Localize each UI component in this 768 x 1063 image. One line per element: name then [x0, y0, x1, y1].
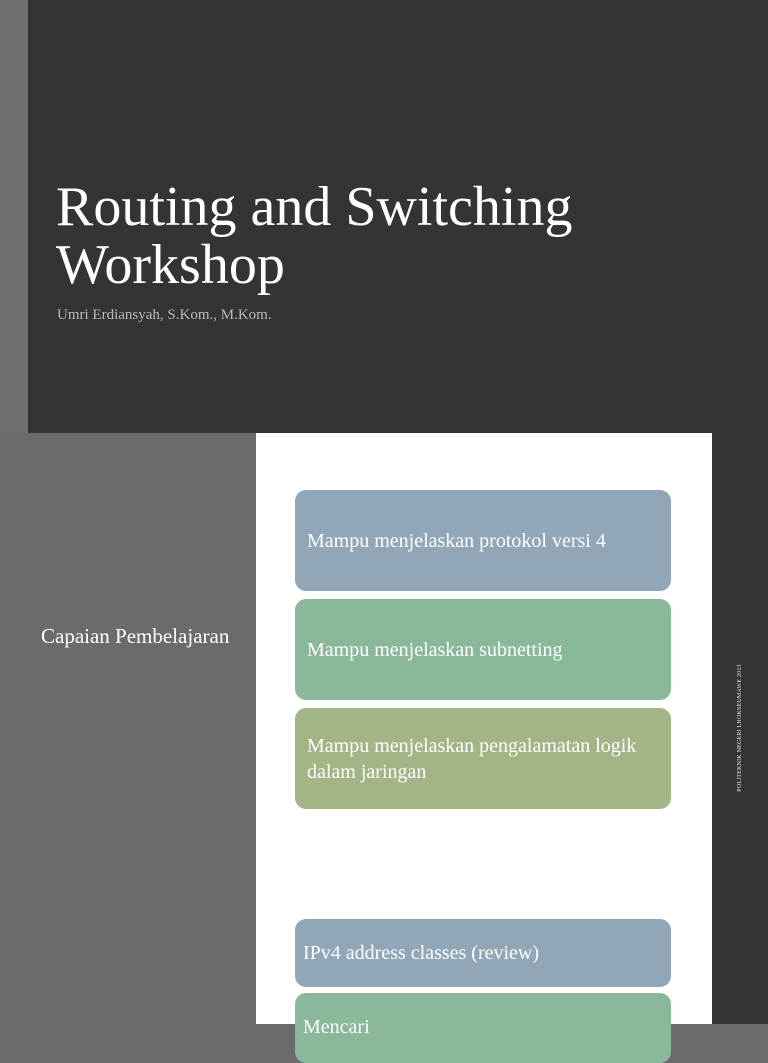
list-item: [295, 993, 671, 1063]
footer-text: POLITEKNIK NEGERI LHOKSEUMAWE 2013: [737, 664, 743, 792]
slide-left-strip: [0, 0, 28, 433]
list-item: [295, 490, 671, 591]
presentation-title: Routing and Switching Workshop: [56, 176, 573, 296]
list-item-label: Mampu menjelaskan pengalamatan logik dalam jaringan: [307, 734, 637, 783]
slide-sidebar-panel: [0, 433, 256, 1024]
list-item: [295, 599, 671, 700]
list-item-label: Mampu menjelaskan protokol versi 4: [307, 529, 606, 552]
list-item-label: Mencari: [303, 1016, 370, 1038]
list-item-label: Mampu menjelaskan subnetting: [307, 638, 563, 661]
list-item: [295, 919, 671, 987]
list-item: [295, 708, 671, 809]
section-heading: Capaian Pembelajaran: [41, 624, 230, 648]
presentation-author: Umri Erdiansyah, S.Kom., M.Kom.: [57, 307, 272, 323]
list-item-label: IPv4 address classes (review): [303, 942, 540, 964]
